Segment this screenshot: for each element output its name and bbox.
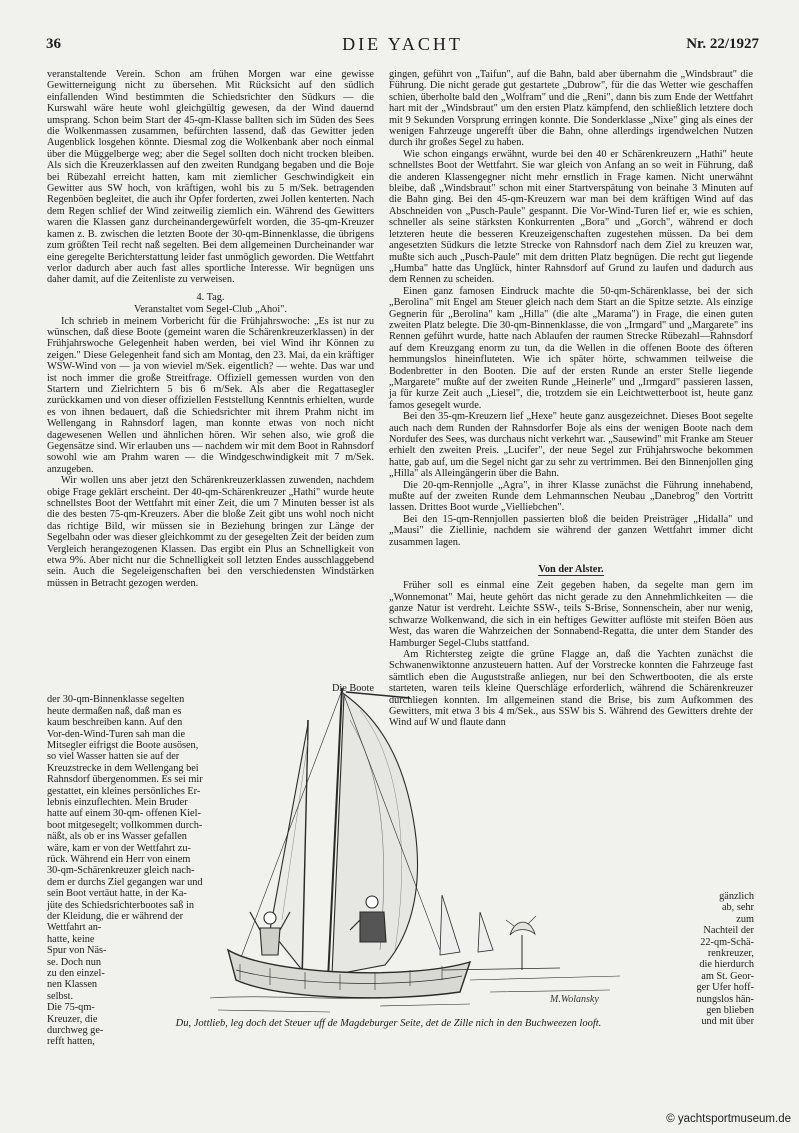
left-wrap-line: Vor-den-Wind-Turen sah man die [47, 728, 186, 740]
left-wrap-line: Kreuzstrecke in dem Wellengang bei [47, 762, 199, 774]
right-paragraph-2: Wie schon eingangs erwähnt, wurde bei den 40 er Schärenkreuzern „Hathi" heute schnellstes Boot der Wettfahrt. Sie war gleich von Anfang an so weit in Führung, daß die anderen Klassengegner nicht mehr ernstlich in Frage kamen. Nicht unerwähnt bleibe, daß „Windsbraut" schon mit einer Startverspätung von beinahe 3 Minuten auf die Bahn ging. Bei den 45-qm-Kreuzern war man bei dem kräftigen Wind auf das Abschneiden von „Pusch-Paule" gespannt. Die Vor-Wind-Turen lief er, wie es schien, schneller als seine stärksten Konkurrenten „Bora" und „Gorch", während er doch letzteren heute die besseren Kreuzeigenschaften zugestehen müssen. Da bei dem angesetzten Südkurs die letzte Strecke von Rahnsdorf nach dem Ziel zu kreuzen war, mußte sich auch „Pusch-Paule" mit dem dritten Platz begnügen. Die recht gut liegende „Humba" hatte das Unglück, hinter Rahnsdorf auf Grund zu laufen und dadurch aus dem Rennen zu scheiden. [389, 148, 753, 286]
right-wrap-line: ab, sehr [721, 902, 754, 914]
left-wrap-line: rück. Während ein Herr von einem [47, 854, 191, 865]
right-paragraph-5: Die 20-qm-Rennjolle „Agra", in ihrer Klasse zunächst die Führung innehabend, mußte auf der zweiten Runde dem Lehmannschen Neubau „Danebrog" den Vortritt lassen. Drittes Boot wurde „Vielliebchen". [389, 479, 753, 514]
left-wrap-line: Kreuzer, die [47, 1013, 98, 1025]
right-wrap-line: am St. Geor- [701, 970, 754, 982]
left-wrap-line: zu den einzel- [47, 968, 105, 979]
left-wrap-line: Die 75-qm- [47, 1002, 95, 1014]
right-wrap-line: 22-qm-Schä- [700, 936, 754, 948]
right-wrap-line: zum [736, 913, 754, 925]
page-header [46, 36, 759, 56]
right-wrap-line: nungslos hän- [696, 993, 754, 1005]
right-paragraph-1: gingen, geführt von „Taifun", auf die Bahn, bald aber übernahm die „Windsbraut" die Führung. Die nicht gerade gut gestartete „Dubrow", für die das Wetter wie geschaffen schien, überholte bald den „Wolfram" und die „Reni", dann bis zum Ende der Wettfahrt hart mit der „Windsbraut" um den ersten Platz kämpfend, den schließlich letztere doch mit 9 Sekunden Vorsprung erringen konnte. Die Sonderklasse „Nixe" ging als eines der wenigen Fahrzeuge ungerefft über die Bahn, ohne allerdings irgendwelchen Nutzen durch ihr großes Segel zu haben. [389, 69, 753, 149]
left-paragraph-3: Wir wollen uns aber jetzt den Schärenkreuzerklassen zuwenden, nachdem obige Frage geklärt erscheint. Der 40-qm-Schärenkreuzer „Hathi" wurde heute schnellstes Boot der Wettfahrt mit einer Zeit, die um 7 Minuten besser ist als die des besten 75-qm-Kreuzers. Aber die bloße Zeit gibt uns wohl noch nicht das richtige Bild, wir müssen sie in Beziehung bringen zur Länge der Segelbahn oder was dieser gleichkommt zu der gesegelten Zeit der beiden zum Vergleich herangezogenen Klassen. Das ergibt ein Plus an Schnelligkeit von etwa 9%. Aber nicht nur die Schnelligkeit soll letzten Endes ausschlaggebend sein. Auch die Segeleigenschaften bei den verschiedensten Windstärken müssen in Betracht gezogen werden. [47, 475, 374, 589]
left-wrap-line: Wettfahrt an- [47, 922, 102, 934]
section-title: 4. Tag. [196, 291, 225, 303]
artist-signature: M.Wolansky [550, 994, 599, 1005]
left-wrap-line: heute dermaßen naß, daß man es [47, 705, 182, 717]
right-paragraph-6: Bei den 15-qm-Rennjollen passierten bloß die beiden Preisträger „Hidalla" und „Mausi" die Ziellinie, nachdem sie während der ganzen Wettfahrt immer dicht zusammen lagen. [389, 513, 753, 548]
left-wrap-line: 30-qm-Schärenkreuzer gleich nach- [47, 865, 195, 877]
left-wrap-line: Spur von Näs- [47, 945, 107, 957]
left-wrap-line: sein Boot vertäut hatte, in der Ka- [47, 888, 187, 900]
right-wrap-line: die hierdurch [699, 959, 754, 971]
left-wrap-line: jüte des Schiedsrichterbootes saß in [47, 899, 194, 911]
left-wrap-line: nen Klassen [47, 979, 98, 991]
right-column [389, 69, 753, 729]
left-wrap-line: refft hatten, [47, 1036, 95, 1048]
left-wrap-line: Rahnsdorf übergenommen. Es sei mir [47, 774, 203, 786]
left-wrap-line: der Kleidung, die er während der [47, 911, 184, 922]
alster-title [389, 564, 753, 575]
illustration-caption: Du, Jottlieb, leg doch det Steuer uff de Magdeburger Seite, det de Zille nich in den Buchweezen looft. [175, 1018, 602, 1029]
left-wrap-line: wäre, kam er von der Wettfahrt zu- [47, 842, 191, 854]
left-wrap-line: näßt, als ob er ins Wasser gefallen [47, 831, 187, 843]
left-wrap-line: selbst. [47, 990, 74, 1002]
magazine-title: DIE YACHT [342, 34, 463, 54]
left-wrap-line: kaum beschreiben kann. Auf den [47, 717, 183, 729]
right-wrap-line: gen blieben [706, 1005, 754, 1016]
left-wrap-line: der 30-qm-Binnenklasse segelten [47, 694, 185, 706]
right-paragraph-3: Einen ganz famosen Eindruck machte die 50-qm-Schärenklasse, bei der sich „Berolina" mit Engel am Steuer gleich nach dem Start an die Spitze setzte. Als einzige Gegnerin für „Berolina" kam „Hilla" (die alte „Marama") in Frage, die einen guten zweiten Platz belegte. Die 30-qm-Binnenklasse, die von „Irmgard" und „Margarete" ins Rennen geführt wurde, hatte nach Ablaufen der raumen Strecke Rübezahl—Rahnsdorf auf dem Kreuzgang enorm zu tun, da die Wellen in die offenen Boote des öfteren hemmungslos hineinfluteten. Wie ich später hörte, schwammen teilweise die Bodenbretter in den Booten. Die auf der ersten Runde an erster Stelle liegende „Margarete" mußte auf der zweiten Runde „Heinerle" und „Irmgard" passieren lassen, ja für kurze Zeit auch „Liesel", die, trotzdem sie ein Leichtwetterboot ist, heute ganz famos gesegelt wurde. [389, 285, 753, 411]
figure-left-head [264, 912, 276, 924]
alster-title-text: Von der Alster. [538, 564, 604, 576]
alster-paragraph-2: Am Richtersteg zeigte die grüne Flagge an, daß die Yachten zunächst die Schwanenwiktonne anzusteuern hatten. Auf der Vorstrecke konnten die Fahrzeuge fast sämtlich eben die Auguststraße anliegen, nur bei den Schwertbooten, die als erste starteten, waren teils kleine Querschläge erforderlich, während die Schärenkreuzer durchliegen konnten. Im allgemeinen stand die Brise, bis zum Aufkommen des Gewitters, mit etwa 3 bis 4 m/Sek., aus SSW bis S. Während des Gewitters drehte der Wind auf W und flaute dann [389, 648, 753, 729]
left-paragraph-1: veranstaltende Verein. Schon am frühen Morgen war eine gewisse Gewitterneigung nicht zu übersehen. Mit Rücksicht auf den südlich einfallenden Wind bestimmten die Schiedsrichter den Südkurs — die Kurswahl wäre heute wohl gleichgültig gewesen, da der Wind dauernd umsprang. Schon beim Start der 45-qm-Klasse ballten sich im Süden des Sees die Wolkenmassen zusammen, befürchten lassend, daß das Gewitter jeden Augenblick losgehen könnte. Diesmal zog die Wolkenbank aber noch einmal über die Müggelberge weg; aber die Segel sollten doch nicht trocken bleiben. Als sich die Kreuzerklassen auf den zweiten Rundgang begaben und die Boje bei Rübezahl erreicht hatten, kam mit ziemlicher Geschwindigkeit ein Gewitter aus SW hoch, von kräftigen, wohl bis zu 5 m/Sek. betragenden Regenböen begleitet, die auch ihr Opfer forderten, zwei Jollen kenterten. Nach dem Regen schlief der Wind zeitweilig ziemlich ein. Während des Gewitters waren die Klassen ganz durcheinandergewürfelt worden, die 35-qm-Kreuzer kamen z. B. zwischen die letzten Boote der 30-qm-Binnenklasse, die übrigens zum größten Teil recht naß segelten. Bei dem allgemeinen Durcheinander war eine geregelte Berichterstattung leider fast unmöglich geworden. Die Wettfahrt verlor dadurch aber auch fast alles sportliche Interesse. Wir begnügen uns daher damit, auf die Zeitenliste zu verweisen. [47, 69, 374, 286]
left-wrap-line: boot mitgesegelt; vollkommen durch- [47, 819, 203, 831]
left-wrap-line: Die Boote [331, 683, 374, 694]
left-wrap-line: durchweg ge- [47, 1025, 104, 1036]
right-wrap-line: Nachteil der [703, 925, 754, 937]
figure-right-head [366, 896, 378, 908]
left-wrap-line: hatte, keine [47, 933, 95, 945]
right-wrap-line: gänzlich [719, 891, 754, 902]
left-wrap-line: hatte auf einem 30-qm- offenen Kiel- [47, 808, 201, 820]
left-wrap-line: lebnis einzuflechten. Mein Bruder [47, 797, 188, 808]
left-wrap-line: dem er durchs Ziel gegangen war und [47, 876, 203, 888]
left-wrap-line: Mitsegler eifrigst die Boote ausösen, [47, 740, 199, 751]
right-wrap-line: und mit über [701, 1016, 754, 1028]
right-wrap-line: ger Ufer hoff- [696, 982, 754, 994]
sailboat-illustration [210, 680, 638, 1020]
left-paragraph-2: Ich schrieb in meinem Vorbericht für die Frühjahrswoche: „Es ist nur zu wünschen, daß diese Boote (gemeint waren die Schärenkreuzerklassen) in der Frühjahrswoche Gelegenheit haben werden, bei viel Wind ihr Können zu zeigen." Diese Gelegenheit fand sich am Montag, den 23. Mai, da ein kräftiger WSW-Wind von — ja von wieviel m/Sek. eigentlich? — wehte. Das war und ist noch immer die große Streitfrage. Offiziell gemessen wurden von den Startern und Zielrichtern 5 bis 6 m/Sek. Als aber die Regattasegler zurückkamen und von dieser offiziellen Feststellung Kenntnis erhielten, wurde es von ihnen bedauert, daß die Schiedsrichter mit ihrem Prahm nicht im Wellengang in Rahnsdorf lagen, man konnte etwas von noch nicht dagewesenen Wellen und ähnlichen hören. Wir sehen also, wie groß die Gegensätze sind. Wir erlauben uns — nachdem wir mit dem Boot in Rahnsdorf sowohl wie am Prahm waren — die Windgeschwindigkeit mit 7 m/Sek. anzugeben. [47, 315, 374, 475]
right-wrap-line: renkreuzer, [707, 948, 754, 959]
left-wrap-line: gestattet, ein kleines persönliches Er- [47, 785, 201, 797]
left-column [47, 69, 374, 589]
alster-paragraph-1: Früher soll es einmal eine Zeit gegeben haben, da segelte man gern im „Wonnemonat" Mai, heute gehört das nicht gerade zu den Annehmlichkeiten — die ganze Natur ist verdreht. Leichte SSW-, teils S-Brise, Sonnenschein, aber nur wenig, schwarze Wolkenwand, die sich in ein heftiges Gewitter auflöste mit steifen Böen aus West, das waren die Wahrzeichen der Sonnabend-Regatta, die unter dem Stander des Hamburger Segel-Clubs stattfand. [389, 580, 753, 649]
section-subtitle: Veranstaltet vom Segel-Club „Ahoi". [134, 304, 287, 316]
issue-number: Nr. 22/1927 [686, 36, 759, 52]
right-paragraph-4: Bei den 35-qm-Kreuzern lief „Hexe" heute ganz ausgezeichnet. Dieses Boot segelte auch nach dem Runden der Rahnsdorfer Boje als eins der wenigen Boote nach dem Nordufer des Sees, was durchaus nicht verkehrt war. „Sausewind" mit Franke am Steuer erhielt den zweiten Preis. „Lucifer", der neue Segel zur Frühjahrswoche bekommen hatte, gab auf, um die Segel nicht gar zu sehr zu vertrimmen. Bei den Binnenjollen ging „Hilla" als Alleingängerin über die Bahn. [389, 411, 753, 480]
left-wrap-line: se. Doch nun [47, 956, 102, 968]
page-number: 36 [46, 36, 61, 52]
watermark: © yachtsportmuseum.de [666, 1113, 791, 1125]
left-wrap-line: so viel Wasser hatten sie auf der [47, 751, 180, 763]
